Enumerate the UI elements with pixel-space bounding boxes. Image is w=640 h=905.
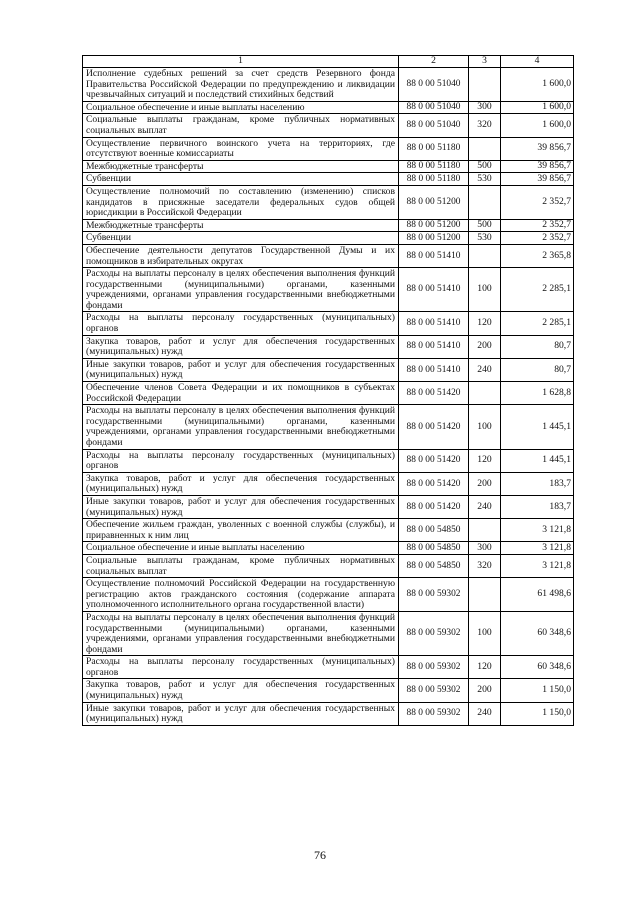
row-amount-cell: 60 348,6 <box>501 656 574 679</box>
row-name-cell: Расходы на выплаты персоналу государственных (муниципальных) органов <box>83 312 399 335</box>
row-name-cell: Обеспечение членов Совета Федерации и их помощников в субъектах Российской Федерации <box>83 382 399 405</box>
row-code-cell: 88 0 00 51420 <box>399 405 469 449</box>
row-amount-cell: 3 121,8 <box>501 542 574 555</box>
row-name-cell: Расходы на выплаты персоналу в целях обеспечения выполнения функций государственными (муниципальными) органами, казенными учреждениями, органами управления государственными внебюджетными фондами <box>83 611 399 655</box>
row-name-cell: Расходы на выплаты персоналу государственных (муниципальных) органов <box>83 656 399 679</box>
row-amount-cell: 39 856,7 <box>501 160 574 173</box>
row-vr-cell: 300 <box>469 542 501 555</box>
row-amount-cell: 1 445,1 <box>501 405 574 449</box>
row-name-cell: Иные закупки товаров, работ и услуг для обеспечения государственных (муниципальных) нужд <box>83 702 399 725</box>
row-vr-cell <box>469 578 501 612</box>
table-row <box>83 519 574 542</box>
row-vr-cell: 200 <box>469 472 501 495</box>
row-name-cell: Социальное обеспечение и иные выплаты населению <box>83 101 399 114</box>
row-vr-cell <box>469 382 501 405</box>
table-row <box>83 68 574 102</box>
row-amount-cell: 183,7 <box>501 495 574 518</box>
header-col-code: 2 <box>399 56 469 68</box>
table-row <box>83 244 574 267</box>
table-row <box>83 611 574 655</box>
row-code-cell: 88 0 00 51180 <box>399 160 469 173</box>
table-row <box>83 542 574 555</box>
row-amount-cell: 1 628,8 <box>501 382 574 405</box>
table-row <box>83 137 574 160</box>
header-col-amount: 4 <box>501 56 574 68</box>
row-amount-cell: 39 856,7 <box>501 137 574 160</box>
row-name-cell: Закупка товаров, работ и услуг для обеспечения государственных (муниципальных) нужд <box>83 679 399 702</box>
row-amount-cell: 183,7 <box>501 472 574 495</box>
row-vr-cell: 530 <box>469 232 501 245</box>
row-amount-cell: 1 600,0 <box>501 68 574 102</box>
row-code-cell: 88 0 00 51040 <box>399 68 469 102</box>
row-name-cell: Исполнение судебных решений за счет средств Резервного фонда Правительства Российской Федерации по предупреждению и ликвидации чрезвычайных ситуаций и последствий стихийных бедствий <box>83 68 399 102</box>
row-amount-cell: 3 121,8 <box>501 519 574 542</box>
row-amount-cell: 2 285,1 <box>501 312 574 335</box>
row-code-cell: 88 0 00 59302 <box>399 679 469 702</box>
row-amount-cell: 80,7 <box>501 358 574 381</box>
row-amount-cell: 2 365,8 <box>501 244 574 267</box>
row-vr-cell: 120 <box>469 656 501 679</box>
row-vr-cell: 300 <box>469 101 501 114</box>
table-row <box>83 679 574 702</box>
row-vr-cell <box>469 519 501 542</box>
row-vr-cell: 530 <box>469 173 501 186</box>
table-row <box>83 472 574 495</box>
row-vr-cell <box>469 68 501 102</box>
row-vr-cell: 240 <box>469 358 501 381</box>
row-code-cell: 88 0 00 59302 <box>399 656 469 679</box>
row-name-cell: Социальные выплаты гражданам, кроме публичных нормативных социальных выплат <box>83 554 399 577</box>
table-row <box>83 160 574 173</box>
table-row <box>83 219 574 232</box>
table-row <box>83 268 574 312</box>
table-row <box>83 554 574 577</box>
row-code-cell: 88 0 00 51040 <box>399 101 469 114</box>
row-code-cell: 88 0 00 51420 <box>399 382 469 405</box>
table-row <box>83 185 574 219</box>
table-row <box>83 335 574 358</box>
row-vr-cell: 500 <box>469 160 501 173</box>
row-name-cell: Расходы на выплаты персоналу в целях обеспечения выполнения функций государственными (муниципальными) органами, казенными учреждениями, органами управления государственными внебюджетными фондами <box>83 268 399 312</box>
row-name-cell: Закупка товаров, работ и услуг для обеспечения государственных (муниципальных) нужд <box>83 472 399 495</box>
table-row <box>83 656 574 679</box>
row-code-cell: 88 0 00 54850 <box>399 542 469 555</box>
row-amount-cell: 1 600,0 <box>501 101 574 114</box>
row-vr-cell: 100 <box>469 405 501 449</box>
row-name-cell: Иные закупки товаров, работ и услуг для обеспечения государственных (муниципальных) нужд <box>83 358 399 381</box>
row-vr-cell: 320 <box>469 554 501 577</box>
row-name-cell: Социальное обеспечение и иные выплаты населению <box>83 542 399 555</box>
table-body <box>83 68 574 726</box>
row-code-cell: 88 0 00 51420 <box>399 472 469 495</box>
row-amount-cell: 1 445,1 <box>501 449 574 472</box>
row-amount-cell: 1 600,0 <box>501 114 574 137</box>
table-row <box>83 101 574 114</box>
row-amount-cell: 80,7 <box>501 335 574 358</box>
row-code-cell: 88 0 00 51410 <box>399 335 469 358</box>
row-vr-cell <box>469 244 501 267</box>
row-amount-cell: 1 150,0 <box>501 702 574 725</box>
table-row <box>83 495 574 518</box>
row-name-cell: Расходы на выплаты персоналу в целях обеспечения выполнения функций государственными (муниципальными) органами, казенными учреждениями, органами управления государственными внебюджетными фондами <box>83 405 399 449</box>
row-code-cell: 88 0 00 59302 <box>399 702 469 725</box>
header-col-name: 1 <box>83 56 399 68</box>
row-vr-cell: 120 <box>469 312 501 335</box>
row-name-cell: Межбюджетные трансферты <box>83 160 399 173</box>
row-name-cell: Осуществление первичного воинского учета на территориях, где отсутствуют военные комиссариаты <box>83 137 399 160</box>
row-code-cell: 88 0 00 51410 <box>399 268 469 312</box>
row-name-cell: Закупка товаров, работ и услуг для обеспечения государственных (муниципальных) нужд <box>83 335 399 358</box>
row-code-cell: 88 0 00 59302 <box>399 611 469 655</box>
row-vr-cell <box>469 185 501 219</box>
row-code-cell: 88 0 00 54850 <box>399 554 469 577</box>
row-amount-cell: 61 498,6 <box>501 578 574 612</box>
row-amount-cell: 60 348,6 <box>501 611 574 655</box>
row-code-cell: 88 0 00 51180 <box>399 173 469 186</box>
row-name-cell: Межбюджетные трансферты <box>83 219 399 232</box>
header-col-vr: 3 <box>469 56 501 68</box>
row-name-cell: Субвенции <box>83 232 399 245</box>
row-vr-cell: 240 <box>469 702 501 725</box>
row-code-cell: 88 0 00 51410 <box>399 358 469 381</box>
row-code-cell: 88 0 00 51200 <box>399 232 469 245</box>
table-row <box>83 232 574 245</box>
budget-table <box>82 55 574 726</box>
table-row <box>83 173 574 186</box>
row-vr-cell: 240 <box>469 495 501 518</box>
row-vr-cell: 100 <box>469 268 501 312</box>
row-amount-cell: 39 856,7 <box>501 173 574 186</box>
table-row <box>83 449 574 472</box>
row-name-cell: Иные закупки товаров, работ и услуг для обеспечения государственных (муниципальных) нужд <box>83 495 399 518</box>
row-code-cell: 88 0 00 51200 <box>399 185 469 219</box>
row-amount-cell: 1 150,0 <box>501 679 574 702</box>
row-vr-cell <box>469 137 501 160</box>
row-vr-cell: 120 <box>469 449 501 472</box>
row-code-cell: 88 0 00 59302 <box>399 578 469 612</box>
table-row <box>83 702 574 725</box>
row-name-cell: Осуществление полномочий по составлению (изменению) списков кандидатов в присяжные заседатели федеральных судов общей юрисдикции в Российской Федерации <box>83 185 399 219</box>
row-name-cell: Расходы на выплаты персоналу государственных (муниципальных) органов <box>83 449 399 472</box>
row-name-cell: Обеспечение жильем граждан, уволенных с военной службы (службы), и приравненных к ним лиц <box>83 519 399 542</box>
table-row <box>83 382 574 405</box>
row-amount-cell: 2 352,7 <box>501 219 574 232</box>
page-number: 76 <box>314 848 326 862</box>
table-row <box>83 312 574 335</box>
row-code-cell: 88 0 00 51040 <box>399 114 469 137</box>
row-code-cell: 88 0 00 51410 <box>399 312 469 335</box>
row-name-cell: Социальные выплаты гражданам, кроме публичных нормативных социальных выплат <box>83 114 399 137</box>
row-amount-cell: 2 352,7 <box>501 185 574 219</box>
row-code-cell: 88 0 00 51420 <box>399 495 469 518</box>
row-vr-cell: 200 <box>469 679 501 702</box>
budget-table-page <box>82 55 573 726</box>
row-vr-cell: 200 <box>469 335 501 358</box>
row-amount-cell: 3 121,8 <box>501 554 574 577</box>
row-name-cell: Субвенции <box>83 173 399 186</box>
row-code-cell: 88 0 00 51180 <box>399 137 469 160</box>
table-row <box>83 405 574 449</box>
row-name-cell: Обеспечение деятельности депутатов Государственной Думы и их помощников в избирательных округах <box>83 244 399 267</box>
table-row <box>83 578 574 612</box>
row-code-cell: 88 0 00 51420 <box>399 449 469 472</box>
row-vr-cell: 500 <box>469 219 501 232</box>
row-code-cell: 88 0 00 54850 <box>399 519 469 542</box>
row-amount-cell: 2 352,7 <box>501 232 574 245</box>
row-amount-cell: 2 285,1 <box>501 268 574 312</box>
table-row <box>83 358 574 381</box>
row-vr-cell: 100 <box>469 611 501 655</box>
row-code-cell: 88 0 00 51200 <box>399 219 469 232</box>
table-row <box>83 114 574 137</box>
row-vr-cell: 320 <box>469 114 501 137</box>
row-code-cell: 88 0 00 51410 <box>399 244 469 267</box>
table-header-row <box>83 56 574 68</box>
row-name-cell: Осуществление полномочий Российской Федерации на государственную регистрацию актов гражданского состояния (содержание аппарата уполномоченного исполнительного органа государственной власти) <box>83 578 399 612</box>
